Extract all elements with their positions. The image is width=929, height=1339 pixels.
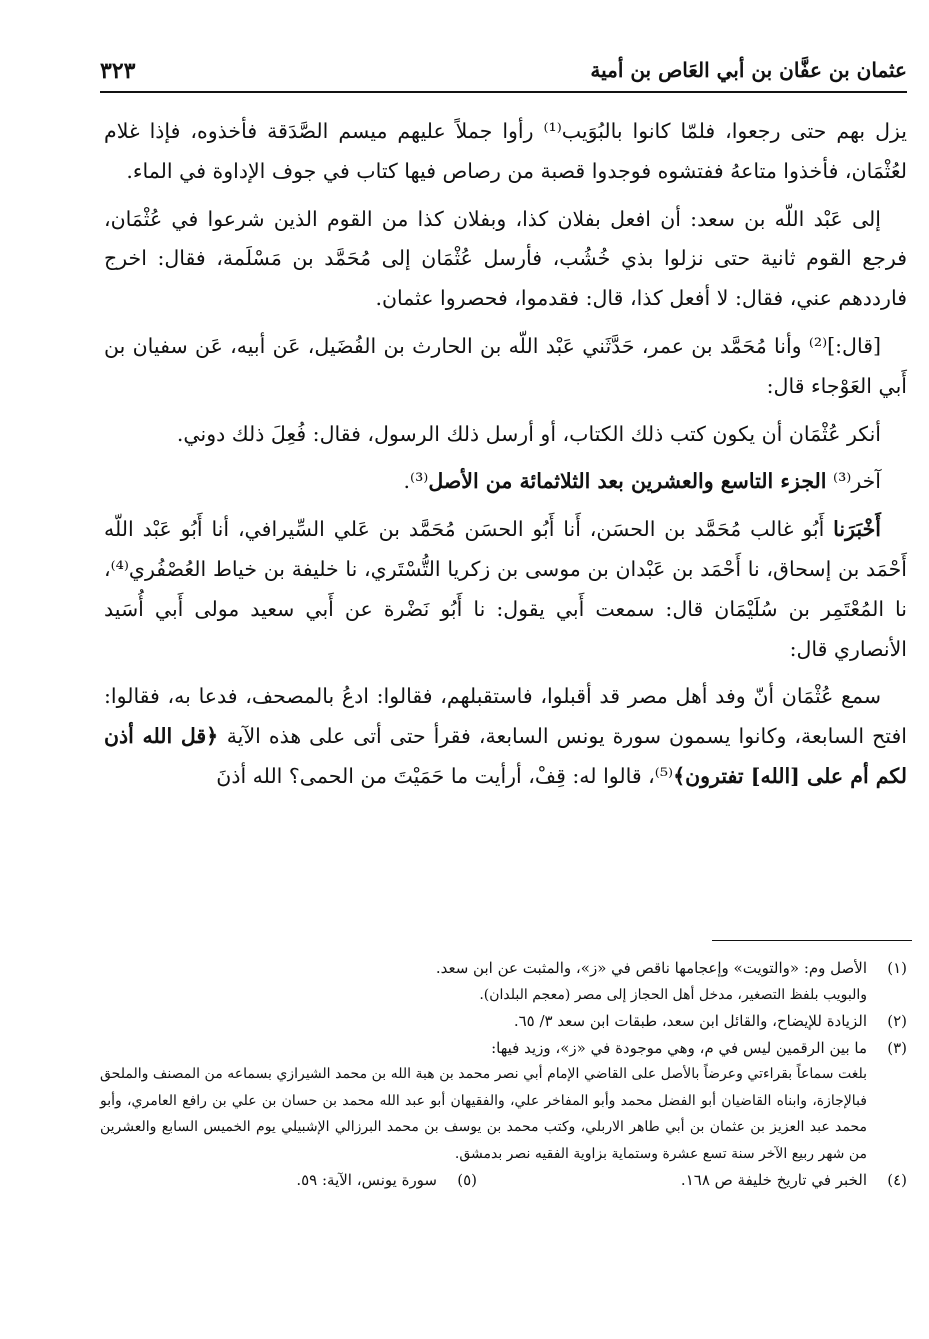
isnad-opening: أَخْبَرَنا — [833, 517, 881, 542]
footnotes-4-5 — [100, 1167, 907, 1194]
footnote-2 — [100, 1008, 907, 1035]
main-text — [104, 112, 907, 797]
footnote-divider — [712, 940, 912, 941]
paragraph-6 — [104, 510, 907, 669]
running-title: عثمان بن عفَّان بن أبي العَاص بن أمية — [590, 58, 907, 82]
footnote-number: (٢) — [887, 1012, 907, 1030]
narration-text: سمع عُثْمَان أنّ وفد أهل مصر قد أقبلوا، فاستقبلهم، فقالوا: ادعُ بالمصحف، فدعا به، فقالوا: افتح السابعة، وكانوا يسمون سورة يونس السابعة، فقرأ حتى أتى على هذه الآية — [104, 684, 907, 749]
isnad-chain: أَبُو غالب مُحَمَّد بن الحسَن، أَنا أَبُو الحسَن مُحَمَّد بن عَلي السِّيرافي، أنا أَبُو عَبْد اللّه أَحْمَد بن إسحاق، نا أَحْمَد بن عَبْدان بن موسى بن زكريا التُّسْتَري، نا خليفة بن خياط العُصْفُري⁽⁴⁾، نا المُعْتَمِر بن سُلَيْمَان قال: سمعت أَبي يقول: نا أَبُو نَضْرة عن أَبي سعيد مولى أَبي أُسَيد الأنصاري قال: — [104, 517, 907, 661]
narration-end: ⁽⁵⁾، قالوا له: قِفْ، أرأيت ما حَمَيْتَ من الحمى؟ الله أذنَ — [216, 763, 674, 788]
footnote-text: سورة يونس، الآية: ٥٩. — [296, 1171, 437, 1189]
paragraph-2: إلى عَبْد اللّه بن سعد: أن افعل بفلان كذا، وبفلان كذا من القوم الذين شرعوا في عُثْمَان، فرجع القوم ثانية حتى نزلوا بذي خُشُب، فأرسل عُثْمَان إلى مُحَمَّد بن مَسْلَمة، فقال: اخرج فارددهم عني، فقال: لا أفعل كذا، قال: فقدموا، فحصروا عثمان. — [104, 206, 907, 311]
footnote-3 — [100, 1035, 907, 1062]
footnote-text: الخبر في تاريخ خليفة ص ١٦٨. — [680, 1171, 867, 1189]
footnote-1-continuation: والبويب بلفظ التصغير، مدخل أهل الحجاز إلى مصر (معجم البلدان). — [479, 986, 867, 1003]
paragraph-3: [قال:]⁽²⁾ وأنا مُحَمَّد بن عمر، حَدَّثَني عَبْد اللّه بن الحارث بن الفُضَيل، عَن أبيه، عَن سفيان بن أَبي العَوْجاء قال: — [104, 333, 907, 398]
footnote-number: (٣) — [887, 1038, 907, 1057]
paragraph-5 — [104, 462, 907, 502]
paragraph-1: يزل بهم حتى رجعوا، فلمّا كانوا بالبُوَيب⁽¹⁾ رأوا جملاً عليهم ميسم الصَّدَقة فأخذوه، فإذا غلام لعُثْمَان، فأخذوا متاعهُ ففتشوه فوجدوا قصبة من رصاص فيها كتاب في جوف الإداوة في الماء. — [104, 119, 907, 183]
footnote-number: (٤) — [887, 1171, 907, 1189]
footnote-text: الأصل وم: «والتويت» وإعجامها ناقص في «ز»، والمثبت عن ابن سعد. — [435, 959, 867, 977]
footnotes — [100, 955, 907, 1194]
part-end-heading: الجزء التاسع والعشرين بعد الثلاثمائة من الأصل — [428, 469, 827, 494]
paragraph-7 — [104, 677, 907, 796]
part-end-prefix: آخر⁽³⁾ — [826, 469, 881, 494]
footnote-text: الزيادة للإيضاح، والقائل ابن سعد، طبقات ابن سعد ٣/ ٦٥. — [513, 1012, 867, 1030]
footnote-number: (١) — [887, 959, 907, 977]
page-number: ٣٢٣ — [100, 58, 136, 84]
quran-quote: ﴿قل الله أذن لكم أم على [الله] تفترون﴾ — [104, 724, 907, 788]
footnote-number: (٥) — [457, 1171, 477, 1189]
footnote-text: ما بين الرقمين ليس في م، وهي موجودة في «ز»، وزيد فيها: — [491, 1038, 867, 1057]
footnote-3-continuation: بلغت سماعاً بقراءتي وعرضاً بالأصل على القاضي الإمام أبي نصر محمد بن هبة الله بن محمد الشيرازي بسماعه من المصنف والملحق فبالإجازة، وابناه القاضيان أبو الفضل محمد وأبو المفاخر علي، والفقيهان أبو عبد الله محمد بن حسان بن علي بن رافع العامري، وأبو محمد عبد العزيز بن عثمان بن أبي طاهر الاربلي، وكتب محمد بن يوسف بن محمد البرزالي الإشبيلي يوم الخميس السابع والعشرين من شهر ربيع الآخر سنة تسع عشرة وستماية بزاوية الفقيه نصر بدمشق. — [100, 1066, 867, 1162]
running-header — [100, 52, 907, 92]
part-end-suffix: ⁽³⁾. — [403, 469, 429, 494]
footnote-1 — [100, 955, 907, 982]
header-divider — [100, 91, 907, 93]
paragraph-4: أنكر عُثْمَان أن يكون كتب ذلك الكتاب، أو أرسل ذلك الرسول، فقال: فُعِلَ ذلك دوني. — [176, 421, 881, 446]
